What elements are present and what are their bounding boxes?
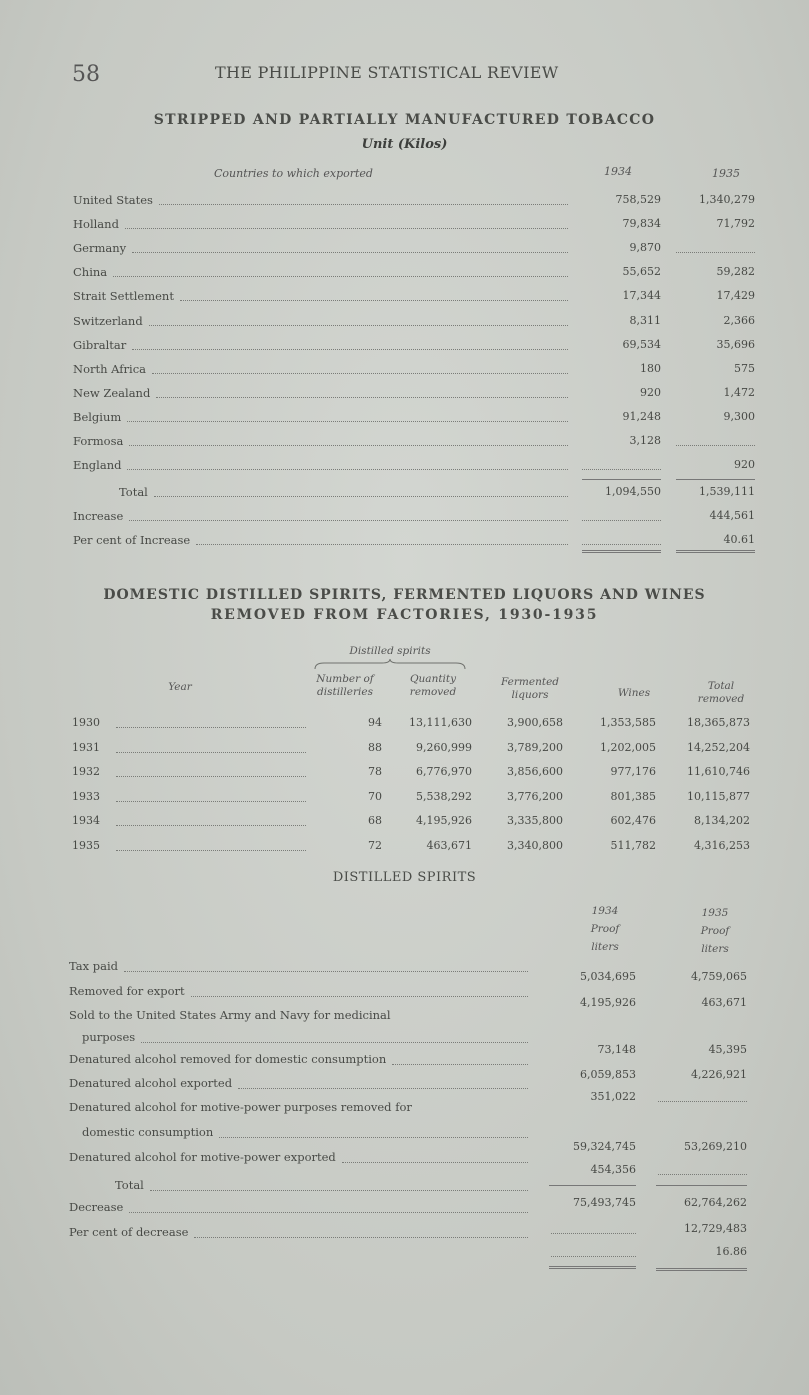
- spirits-col-year: Year: [168, 681, 192, 693]
- value-distilleries: 72: [368, 839, 382, 852]
- empty-cell-dots: [658, 1101, 747, 1102]
- year-label: 1934: [72, 814, 100, 828]
- row-label: England: [73, 458, 122, 473]
- year-label: 1930: [72, 716, 100, 729]
- leader-dots: [194, 1237, 528, 1238]
- empty-cell-dots: [676, 445, 755, 446]
- leader-dots: [125, 228, 568, 229]
- leader-dots: [132, 349, 568, 350]
- value-1934: 73,148: [597, 1043, 636, 1056]
- spirits-col-wines: Wines: [617, 687, 651, 699]
- row-label: Increase: [73, 509, 124, 524]
- distilled-title: DISTILLED SPIRITS: [332, 870, 477, 885]
- value-wines: 511,782: [610, 839, 656, 852]
- empty-cell-dots: [582, 544, 661, 545]
- value-1934: 1,094,550: [605, 485, 661, 499]
- double-rule-1935: [676, 550, 755, 553]
- row-label-continued: purposes: [82, 1030, 136, 1044]
- row-label: Total: [119, 485, 148, 500]
- empty-cell-dots: [676, 252, 755, 253]
- year-label: 1931: [72, 740, 100, 754]
- distilled-col-1935-unit: Proof: [700, 925, 730, 937]
- leader-dots: [149, 325, 568, 326]
- double-rule-1934: [549, 1266, 636, 1269]
- spirits-col-total: Total removed: [697, 680, 745, 705]
- leader-dots: [156, 397, 568, 398]
- leader-dots: [191, 996, 528, 997]
- year-label: 1932: [72, 765, 100, 779]
- value-1934: 8,311: [629, 313, 661, 327]
- tobacco-title: STRIPPED AND PARTIALLY MANUFACTURED TOBACCO: [153, 112, 656, 128]
- value-quantity: 6,776,970: [416, 765, 472, 779]
- value-distilleries: 94: [368, 716, 382, 729]
- value-1934: 91,248: [622, 409, 661, 423]
- year-label: 1935: [72, 839, 100, 852]
- row-label: China: [73, 265, 108, 280]
- value-quantity: 463,671: [426, 839, 472, 852]
- leader-dots: [127, 469, 568, 470]
- tobacco-col-1935: 1935: [712, 167, 740, 180]
- value-1935: 12,729,483: [684, 1222, 747, 1235]
- leader-dots: [129, 1212, 528, 1213]
- spirits-group-head: Distilled spirits: [349, 645, 431, 657]
- value-distilleries: 68: [368, 814, 382, 828]
- tobacco-col-country: Countries to which exported: [214, 167, 373, 180]
- row-label: Strait Settlement: [73, 289, 174, 304]
- row-label: Sold to the United States Army and Navy for medicinal: [69, 1008, 391, 1022]
- group-brace: [314, 659, 466, 671]
- value-1935: 2,366: [723, 313, 755, 327]
- page-number: 58: [72, 62, 100, 87]
- value-1935: 16.86: [715, 1245, 747, 1258]
- distilled-col-1935: 1935: [701, 907, 729, 919]
- value-1934: 4,195,926: [580, 996, 636, 1009]
- row-label: Switzerland: [73, 313, 143, 328]
- value-total: 4,316,253: [694, 839, 750, 852]
- row-label: New Zealand: [73, 385, 151, 400]
- value-wines: 602,476: [610, 814, 656, 828]
- value-1935: 9,300: [723, 409, 755, 423]
- value-total: 14,252,204: [687, 740, 750, 754]
- row-label: Removed for export: [69, 984, 185, 998]
- value-total: 18,365,873: [687, 716, 750, 729]
- row-label: Decrease: [69, 1200, 124, 1214]
- value-1935: 62,764,262: [684, 1196, 747, 1209]
- row-label: Denatured alcohol exported: [69, 1076, 233, 1090]
- row-label: Germany: [73, 241, 127, 256]
- value-1934: 9,870: [629, 241, 661, 255]
- leader-dots: [159, 204, 568, 205]
- double-rule-1934: [582, 550, 661, 553]
- distilled-col-1934-unit: Proof: [590, 923, 620, 935]
- value-1934: 758,529: [615, 193, 661, 206]
- empty-cell-dots: [658, 1174, 747, 1175]
- value-1935: 4,759,065: [691, 970, 747, 983]
- value-1935: 40.61: [723, 533, 755, 547]
- row-label: Per cent of Increase: [73, 533, 191, 548]
- total-rule-1934: [549, 1185, 636, 1186]
- row-label: United States: [73, 193, 153, 207]
- row-label: Belgium: [73, 409, 122, 424]
- leader-dots: [116, 850, 306, 851]
- leader-dots: [129, 520, 568, 521]
- row-label: Per cent of decrease: [69, 1225, 189, 1239]
- leader-dots: [196, 544, 568, 545]
- leader-dots: [154, 496, 568, 497]
- leader-dots: [219, 1137, 528, 1138]
- leader-dots: [152, 373, 568, 374]
- row-label: Gibraltar: [73, 337, 127, 352]
- value-fermented: 3,776,200: [507, 789, 563, 803]
- spirits-col-quantity: Quantity removed: [409, 673, 457, 698]
- leader-dots: [124, 971, 528, 972]
- value-1935: 45,395: [708, 1043, 747, 1056]
- value-1934: 351,022: [590, 1090, 636, 1103]
- value-1934: 920: [640, 385, 661, 399]
- value-1935: 1,472: [723, 385, 755, 399]
- empty-cell-dots: [551, 1233, 636, 1234]
- value-quantity: 5,538,292: [416, 789, 472, 803]
- value-quantity: 13,111,630: [409, 716, 472, 729]
- value-fermented: 3,789,200: [507, 740, 563, 754]
- row-label: Total: [115, 1178, 144, 1192]
- leader-dots: [392, 1064, 528, 1065]
- total-rule-1935: [676, 479, 755, 480]
- value-1935: 1,340,279: [699, 193, 755, 206]
- value-fermented: 3,900,658: [507, 716, 563, 729]
- double-rule-1935: [656, 1268, 747, 1271]
- value-total: 11,610,746: [687, 765, 750, 779]
- row-label: North Africa: [73, 361, 146, 376]
- spirits-title-line1: DOMESTIC DISTILLED SPIRITS, FERMENTED LIQUORS AND WINES: [103, 587, 706, 603]
- row-label-continued: domestic consumption: [82, 1125, 214, 1139]
- leader-dots: [116, 825, 306, 826]
- row-label: Holland: [73, 217, 119, 232]
- value-wines: 977,176: [610, 765, 656, 779]
- row-label: Denatured alcohol for motive-power purposes removed for: [69, 1100, 412, 1114]
- leader-dots: [180, 300, 568, 301]
- leader-dots: [116, 727, 306, 728]
- value-1935: 59,282: [716, 265, 755, 279]
- value-1935: 920: [734, 458, 755, 472]
- empty-cell-dots: [582, 520, 661, 521]
- value-wines: 801,385: [610, 789, 656, 803]
- total-rule-1934: [582, 479, 661, 480]
- value-1934: 5,034,695: [580, 970, 636, 983]
- distilled-col-1934-unit2: liters: [591, 941, 619, 953]
- tobacco-unit: Unit (Kilos): [361, 137, 448, 152]
- row-label: Tax paid: [69, 959, 119, 973]
- empty-cell-dots: [551, 1256, 636, 1257]
- leader-dots: [238, 1088, 528, 1089]
- value-quantity: 9,260,999: [416, 740, 472, 754]
- year-label: 1933: [72, 789, 100, 803]
- value-1934: 55,652: [622, 265, 661, 279]
- value-quantity: 4,195,926: [416, 814, 472, 828]
- leader-dots: [150, 1190, 528, 1191]
- value-1935: 1,539,111: [699, 485, 755, 499]
- value-1934: 75,493,745: [573, 1196, 636, 1209]
- value-1935: 575: [734, 361, 755, 375]
- value-distilleries: 88: [368, 740, 382, 754]
- value-1934: 17,344: [622, 289, 661, 303]
- leader-dots: [116, 776, 306, 777]
- spirits-col-distilleries: Number of distilleries: [316, 673, 374, 698]
- running-header: THE PHILIPPINE STATISTICAL REVIEW: [215, 63, 559, 82]
- value-total: 10,115,877: [687, 789, 750, 803]
- value-fermented: 3,335,800: [507, 814, 563, 828]
- leader-dots: [132, 252, 568, 253]
- leader-dots: [129, 445, 568, 446]
- total-rule-1935: [656, 1185, 747, 1186]
- leader-dots: [141, 1042, 528, 1043]
- value-1934: 3,128: [629, 434, 661, 447]
- value-wines: 1,202,005: [600, 740, 656, 754]
- row-label: Denatured alcohol removed for domestic consumption: [69, 1052, 387, 1066]
- leader-dots: [127, 421, 568, 422]
- value-1934: 180: [640, 361, 661, 375]
- spirits-title-line2: REMOVED FROM FACTORIES, 1930-1935: [210, 607, 599, 623]
- distilled-col-1934: 1934: [591, 905, 619, 917]
- spirits-col-fermented: Fermented liquors: [500, 676, 560, 701]
- value-1934: 6,059,853: [580, 1068, 636, 1081]
- row-label: Denatured alcohol for motive-power exported: [69, 1150, 336, 1164]
- distilled-col-1935-unit2: liters: [701, 943, 729, 955]
- value-1935: 4,226,921: [691, 1068, 747, 1081]
- value-fermented: 3,856,600: [507, 765, 563, 779]
- row-label: Formosa: [73, 434, 124, 448]
- value-1934: 79,834: [622, 217, 661, 231]
- value-distilleries: 78: [368, 765, 382, 779]
- value-fermented: 3,340,800: [507, 839, 563, 852]
- value-distilleries: 70: [368, 789, 382, 803]
- leader-dots: [116, 801, 306, 802]
- empty-cell-dots: [582, 469, 661, 470]
- value-1934: 454,356: [590, 1163, 636, 1176]
- value-1935: 463,671: [701, 996, 747, 1009]
- value-wines: 1,353,585: [600, 716, 656, 729]
- value-1935: 17,429: [716, 289, 755, 303]
- value-1935: 35,696: [716, 337, 755, 351]
- tobacco-col-1934: 1934: [604, 165, 632, 178]
- leader-dots: [113, 276, 568, 277]
- leader-dots: [342, 1162, 528, 1163]
- value-1935: 71,792: [716, 217, 755, 231]
- value-1934: 59,324,745: [573, 1140, 636, 1153]
- value-total: 8,134,202: [694, 814, 750, 828]
- value-1934: 69,534: [622, 337, 661, 351]
- value-1935: 444,561: [709, 509, 755, 523]
- leader-dots: [116, 752, 306, 753]
- value-1935: 53,269,210: [684, 1140, 747, 1153]
